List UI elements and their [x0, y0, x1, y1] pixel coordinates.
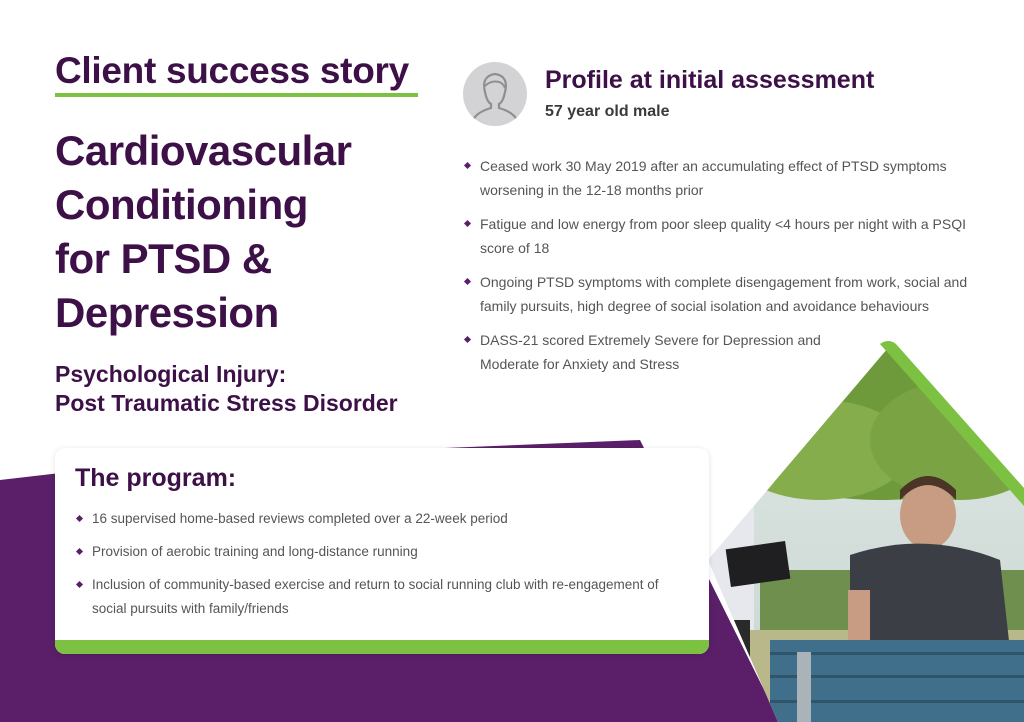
- subtitle-line: Psychological Injury:: [55, 361, 287, 387]
- diamond-bullet-icon: [76, 515, 83, 522]
- title-line: for PTSD &: [55, 235, 272, 282]
- list-item: Fatigue and low energy from poor sleep quality <4 hours per night with a PSQI score of 18: [463, 212, 973, 260]
- subtitle-line: Post Traumatic Stress Disorder: [55, 390, 398, 416]
- profile-heading: Profile at initial assessment: [545, 66, 875, 94]
- title-line: Depression: [55, 289, 279, 336]
- profile-bullet-list: [463, 154, 973, 386]
- eyebrow-label: Client success story: [55, 50, 409, 91]
- eyebrow-underline: [55, 93, 418, 97]
- card-accent-bar: [55, 640, 709, 654]
- list-item: Ongoing PTSD symptoms with complete disengagement from work, social and family pursuits, high degree of social isolation and avoidance behaviours: [463, 270, 973, 318]
- list-item: DASS-21 scored Extremely Severe for Depression and Moderate for Anxiety and Stress: [463, 328, 825, 376]
- list-item: Inclusion of community-based exercise and return to social running club with re-engagement of social pursuits with family/friends: [75, 573, 695, 621]
- diamond-bullet-icon: [464, 220, 471, 227]
- list-item: Provision of aerobic training and long-distance running: [75, 540, 695, 564]
- page-title: [55, 124, 435, 340]
- title-line: Cardiovascular: [55, 127, 352, 174]
- title-line: Conditioning: [55, 181, 308, 228]
- diamond-bullet-icon: [464, 162, 471, 169]
- person-silhouette-icon: [463, 62, 527, 126]
- condition-subtitle: [55, 360, 398, 418]
- diamond-bullet-icon: [76, 581, 83, 588]
- diamond-bullet-icon: [464, 336, 471, 343]
- program-bullet-list: [75, 507, 695, 630]
- program-heading: The program:: [75, 464, 237, 492]
- list-item: Ceased work 30 May 2019 after an accumulating effect of PTSD symptoms worsening in the 12-18 months prior: [463, 154, 973, 202]
- list-item: 16 supervised home-based reviews completed over a 22-week period: [75, 507, 695, 531]
- program-card: [55, 448, 709, 654]
- profile-subheading: 57 year old male: [545, 103, 670, 120]
- diamond-bullet-icon: [76, 548, 83, 555]
- diamond-bullet-icon: [464, 278, 471, 285]
